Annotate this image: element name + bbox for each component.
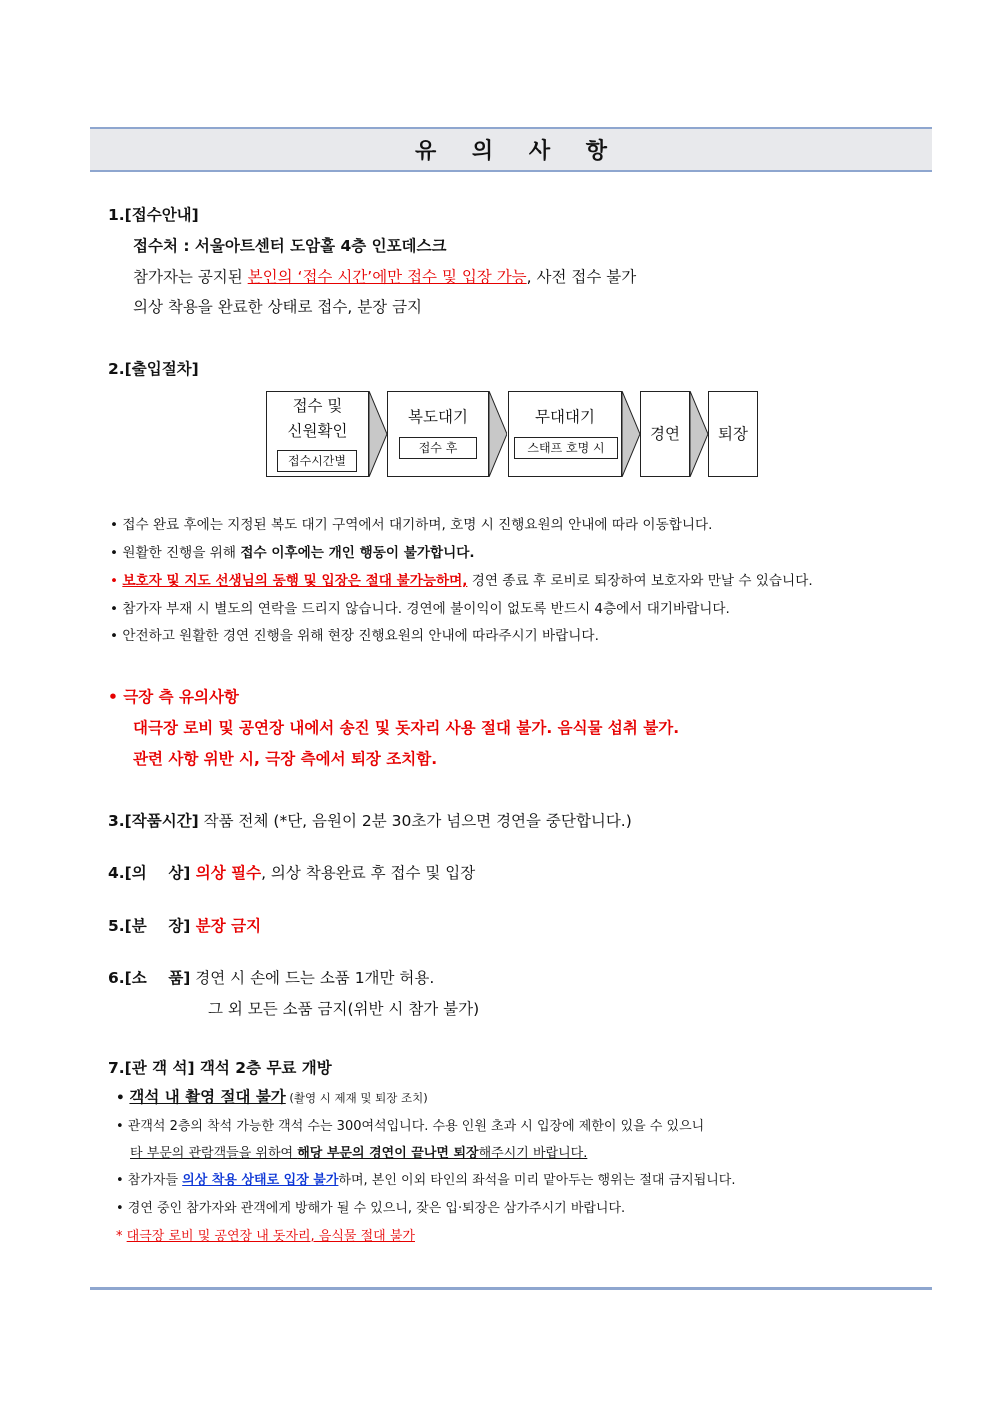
section-3 xyxy=(108,811,632,831)
bullet-guardian xyxy=(110,572,813,590)
text: (촬영 시 제재 및 퇴장 조치) xyxy=(285,1091,428,1105)
emphasis-guardian: 보호자 및 지도 선생님의 동행 및 입장은 절대 불가능하며, xyxy=(122,573,468,589)
flow-step-label: 접수 및 xyxy=(292,397,343,415)
bullet-lobby-rule xyxy=(116,1228,415,1246)
bullet-frequent-exit: • 경연 중인 참가자와 관객에게 방해가 될 수 있으니, 잦은 입·퇴장은 삼가주시기 바랍니다. xyxy=(116,1201,626,1216)
arrow-right-icon xyxy=(489,391,507,477)
flow-step-label: 복도대기 xyxy=(408,408,468,426)
bullet-waiting: • 접수 완료 후에는 지정된 복도 대기 구역에서 대기하며, 호명 시 진행요원의 안내에 따라 이동합니다. xyxy=(110,517,713,533)
arrow-right-icon xyxy=(622,391,640,477)
flow-step-label: 무대대기 xyxy=(535,408,595,426)
bullet-no-individual xyxy=(110,544,475,562)
text: 타 부문의 관람객들을 위하여 xyxy=(130,1146,298,1161)
section-5-heading: 5.[분 장] xyxy=(108,917,191,935)
flow-step-corridor xyxy=(387,391,489,477)
flow-step-backstage xyxy=(508,391,622,477)
section-6 xyxy=(108,968,434,988)
section-6-heading: 6.[소 품] xyxy=(108,969,191,987)
section-7-heading: 7.[관 객 석] 객석 2층 무료 개방 xyxy=(108,1059,332,1077)
emphasis-exit: 해당 부문의 경연이 끝나면 퇴장 xyxy=(297,1146,479,1161)
bullet-costume-entry xyxy=(116,1172,736,1190)
reception-time-note xyxy=(133,267,636,287)
flow-step-label: 신원확인 xyxy=(287,422,348,440)
section-4-heading: 4.[의 상] xyxy=(108,864,191,882)
text: • 원활한 진행을 위해 xyxy=(110,545,241,561)
theater-line-1: 대극장 로비 및 공연장 내에서 송진 및 돗자리 사용 절대 불가. 음식물 섭취 불가. xyxy=(133,719,680,737)
emphasis-no-filming: 객석 내 촬영 절대 불가 xyxy=(129,1088,286,1106)
page-title-bar xyxy=(90,127,932,172)
bullet-safety: • 안전하고 원활한 경연 진행을 위해 현장 진행요원의 안내에 따라주시기 바랍니다. xyxy=(110,628,599,644)
emphasis: 접수 이후에는 개인 행동이 불가합니다. xyxy=(240,545,475,561)
section-1-heading: 1.[접수안내] xyxy=(108,206,199,224)
flow-step-sublabel: 스태프 호명 시 xyxy=(514,437,618,459)
flow-step-checkin xyxy=(266,391,369,477)
section-3-heading: 3.[작품시간] xyxy=(108,812,199,830)
flow-step-perform xyxy=(640,391,690,477)
text: 경연 종료 후 로비로 퇴장하여 보호자와 만날 수 있습니다. xyxy=(467,573,813,589)
text: 해주시기 바랍니다. xyxy=(478,1146,588,1161)
text: 작품 전체 (*단, 음원이 2분 30초가 넘으면 경연을 중단합니다.) xyxy=(198,812,632,830)
theater-heading: • 극장 측 유의사항 xyxy=(108,688,239,706)
costume-required: 의상 필수 xyxy=(190,864,262,882)
arrow-right-icon xyxy=(690,391,708,477)
bullet-mark: • xyxy=(110,573,123,589)
section-4 xyxy=(108,863,475,883)
arrow-right-icon xyxy=(369,391,387,477)
text: 하며, 본인 이외 타인의 좌석을 미리 맡아두는 행위는 절대 금지됩니다. xyxy=(338,1173,736,1188)
theater-line-2: 관련 사항 위반 시, 극장 측에서 퇴장 조치함. xyxy=(133,750,438,768)
emphasis-costume-entry: 의상 착용 상태로 입장 불가 xyxy=(182,1173,339,1188)
bullet-no-filming xyxy=(116,1088,428,1107)
bullet-absence: • 참가자 부재 시 별도의 연락을 드리지 않습니다. 경연에 불이익이 없도록 반드시 4층에서 대기바랍니다. xyxy=(110,601,730,617)
flow-step-sublabel: 접수 후 xyxy=(399,437,477,459)
costume-note: 의상 착용을 완료한 상태로 접수, 분장 금지 xyxy=(133,298,423,316)
bullet-seating: • 관객석 2층의 착석 가능한 객석 수는 300여석입니다. 수용 인원 초과 시 입장에 제한이 있을 수 있으니 xyxy=(116,1119,705,1134)
flow-step-label: 퇴장 xyxy=(718,425,748,443)
flow-step-exit xyxy=(708,391,758,477)
text: , 의상 착용완료 후 접수 및 입장 xyxy=(261,864,476,882)
text: 경연 시 손에 드는 소품 1개만 허용. xyxy=(190,969,435,987)
bullet-mark: * xyxy=(116,1229,127,1244)
page-title: 유 의 사 항 xyxy=(415,139,621,164)
bullet-seating-line-2 xyxy=(130,1145,587,1163)
reception-place: 접수처 : 서울아트센터 도암홀 4층 인포데스크 xyxy=(133,237,447,255)
section-2-heading: 2.[출입절차] xyxy=(108,360,199,378)
text: • 참가자들 xyxy=(116,1173,183,1188)
footer-divider xyxy=(90,1287,932,1290)
emphasis-lobby-rule: 대극장 로비 및 공연장 내 돗자리, 음식물 절대 불가 xyxy=(126,1229,415,1244)
emphasis-entry-time: 본인의 ‘접수 시간’에만 접수 및 입장 가능 xyxy=(247,268,527,286)
text: 참가자는 공지된 xyxy=(133,268,248,286)
flow-step-sublabel: 접수시간별 xyxy=(277,450,357,472)
flow-step-label: 경연 xyxy=(650,425,680,443)
section-5 xyxy=(108,916,261,936)
bullet-mark: • xyxy=(116,1090,130,1106)
props-line-2: 그 외 모든 소품 금지(위반 시 참가 불가) xyxy=(208,1000,480,1018)
makeup-prohibited: 분장 금지 xyxy=(190,917,262,935)
text: , 사전 접수 불가 xyxy=(526,268,637,286)
